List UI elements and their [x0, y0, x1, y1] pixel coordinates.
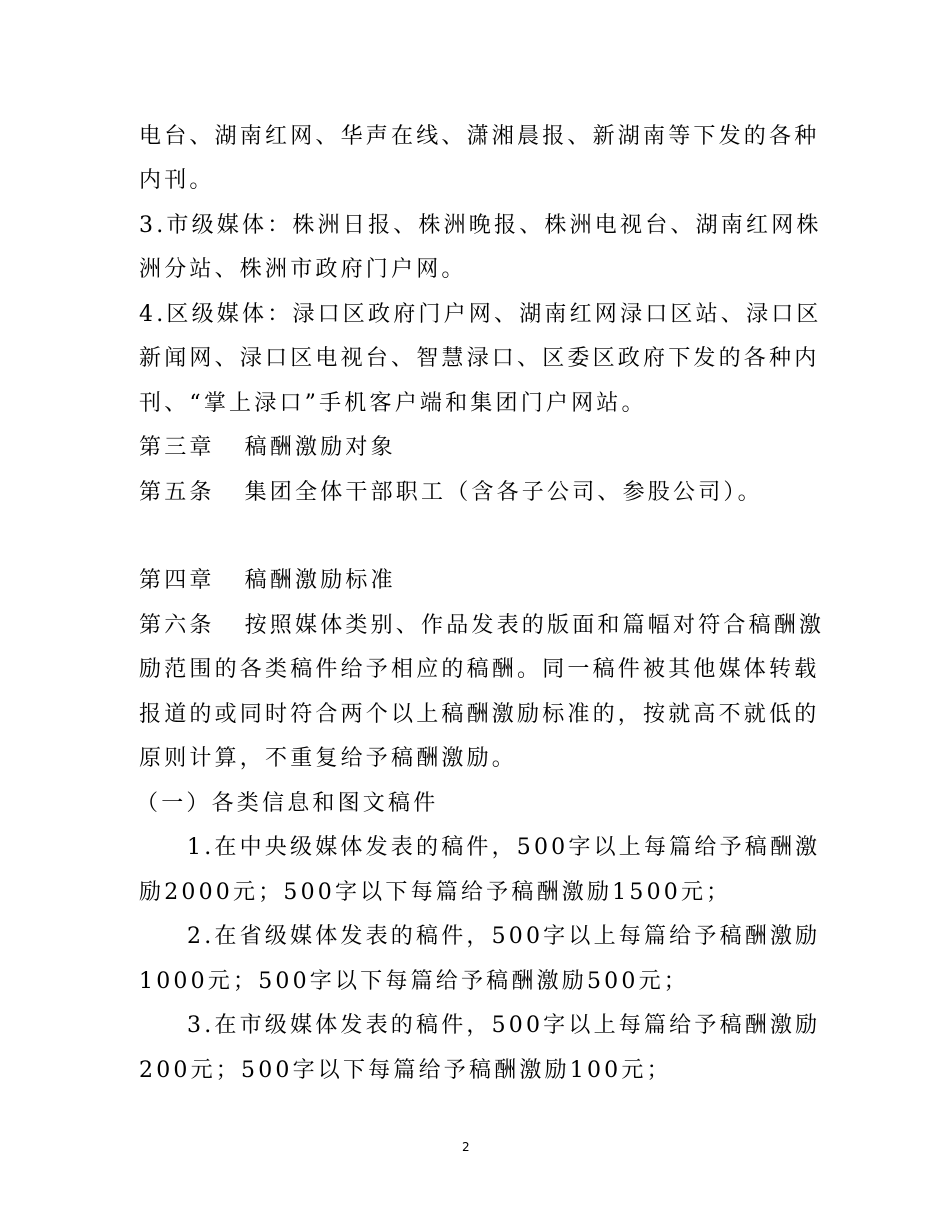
- chapter-heading: [139, 433, 804, 463]
- paragraph-line: 原则计算，不重复给予稿酬激励。: [139, 746, 518, 771]
- paragraph-line: 励范围的各类稿件给予相应的稿酬。同一稿件被其他媒体转载: [139, 657, 820, 682]
- article-line: [139, 478, 804, 508]
- list-item-line: 1000元；500字以下每篇给予稿酬激励500元；: [139, 969, 689, 994]
- paragraph-line: 报道的或同时符合两个以上稿酬激励标准的，按就高不就低的: [139, 702, 820, 727]
- article-text: 按照媒体类别、作品发表的版面和篇幅对符合稿酬激: [244, 613, 825, 638]
- paragraph-line: 洲分站、株洲市政府门户网。: [139, 257, 467, 282]
- paragraph-line: 4.区级媒体：渌口区政府门户网、湖南红网渌口区站、渌口区: [139, 302, 822, 327]
- article-label: 第五条: [139, 480, 215, 505]
- chapter-heading: [139, 566, 804, 596]
- chapter-label: 第四章: [139, 568, 215, 593]
- list-item-line: 1.在中央级媒体发表的稿件，500字以上每篇给予稿酬激: [187, 835, 821, 860]
- section-heading: （一）各类信息和图文稿件: [136, 791, 439, 816]
- article-line: [139, 611, 825, 641]
- list-item-line: 励2000元；500字以下每篇给予稿酬激励1500元；: [139, 880, 732, 905]
- page-number: 2: [462, 1140, 470, 1154]
- article-label: 第六条: [139, 613, 215, 638]
- article-text: 集团全体干部职工（含各子公司、参股公司）。: [244, 480, 763, 505]
- list-item-line: 200元；500字以下每篇给予稿酬激励100元；: [139, 1058, 672, 1083]
- list-item-line: 3.在市级媒体发表的稿件，500字以上每篇给予稿酬激励: [187, 1013, 821, 1038]
- chapter-title: 稿酬激励对象: [244, 435, 396, 460]
- paragraph-line: 新闻网、渌口区电视台、智慧渌口、区委区政府下发的各种内: [139, 346, 820, 371]
- paragraph-line: 电台、湖南红网、华声在线、潇湘晨报、新湖南等下发的各种: [139, 124, 820, 149]
- paragraph-line: 3.市级媒体：株洲日报、株洲晚报、株洲电视台、湖南红网株: [139, 213, 822, 238]
- chapter-label: 第三章: [139, 435, 215, 460]
- list-item-line: 2.在省级媒体发表的稿件，500字以上每篇给予稿酬激励: [187, 924, 821, 949]
- paragraph-line: 刊、“掌上渌口”手机客户端和集团门户网站。: [139, 391, 647, 416]
- paragraph-line: 内刊。: [139, 168, 215, 193]
- chapter-title: 稿酬激励标准: [244, 568, 396, 593]
